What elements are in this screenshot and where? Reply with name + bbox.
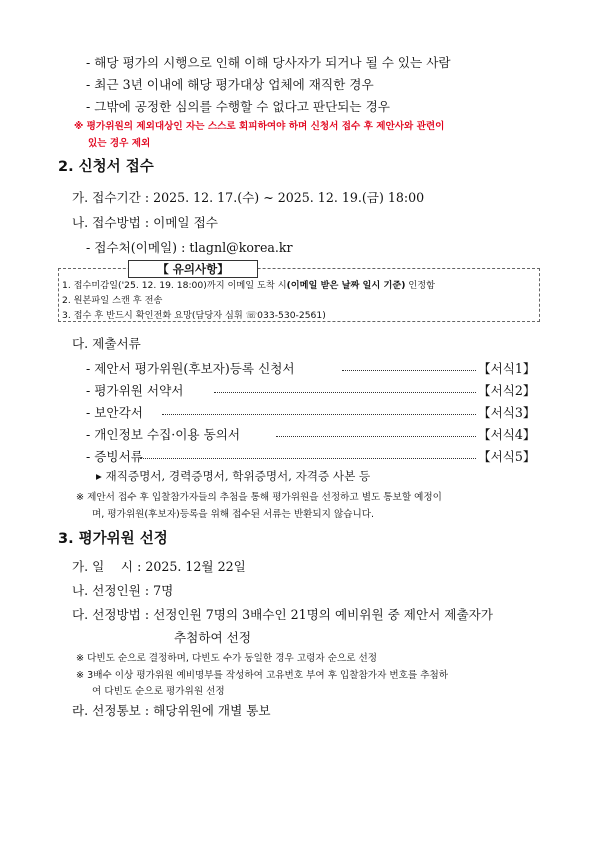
notice-line-2: 2. 원본파일 스캔 후 전송 <box>62 295 163 306</box>
doc-item-label: - 보안각서 <box>86 405 143 420</box>
doc-leader <box>214 392 476 393</box>
docs-note: ※ 제안서 접수 후 입찰참가자들의 추첨을 통해 평가위원을 선정하고 별도 통보할 예정이 <box>76 492 442 503</box>
docs-sub-list: ▸ 재직증명서, 경력증명서, 학위증명서, 자격증 사본 등 <box>96 469 371 483</box>
selection-date: 가. 일 시 : 2025. 12월 22일 <box>72 559 246 574</box>
selection-notify: 라. 선정통보 : 해당위원에 개별 통보 <box>72 703 271 718</box>
notice-line-3: 3. 접수 후 반드시 확인전화 요망(담당자 심휘 ☏033-530-2561) <box>62 310 326 321</box>
doc-leader <box>276 436 476 437</box>
selection-count: 나. 선정인원 : 7명 <box>72 583 174 598</box>
doc-item-label: - 개인정보 수집·이용 동의서 <box>86 427 241 442</box>
exclusion-item-1: - 해당 평가의 시행으로 인해 이해 당사자가 되거나 될 수 있는 사람 <box>86 55 451 70</box>
doc-form-label: 【서식4】 <box>478 427 536 442</box>
doc-item-label: - 증빙서류 <box>86 449 143 464</box>
selection-note-2: ※ 3배수 이상 평가위원 예비명부를 작성하여 고유번호 부여 후 입찰참가자 번호를 추첨하 <box>76 670 449 681</box>
doc-form-label: 【서식3】 <box>478 405 536 420</box>
doc-form-label: 【서식2】 <box>478 383 536 398</box>
exclusion-item-3: - 그밖에 공정한 심의를 수행할 수 없다고 판단되는 경우 <box>86 99 390 114</box>
section-3-heading: 3. 평가위원 선정 <box>58 531 168 547</box>
section-2-heading: 2. 신청서 접수 <box>58 159 154 175</box>
selection-method: 다. 선정방법 : 선정인원 7명의 3배수인 21명의 예비위원 중 제안서 제출자가 <box>72 607 493 622</box>
docs-heading: 다. 제출서류 <box>72 336 141 351</box>
selection-note-1: ※ 다빈도 순으로 결정하며, 다빈도 수가 동일한 경우 고령자 순으로 선정 <box>76 653 378 664</box>
notice-title: 【 유의사항】 <box>128 260 258 278</box>
notice-line-1: 1. 접수미감일('25. 12. 19. 18:00)까지 이메일 도착 시(이메일 받은 날짜 일시 기준) 인정함 <box>62 280 435 291</box>
doc-leader <box>342 370 476 371</box>
exclusion-warning-cont: 있는 경우 제외 <box>88 138 151 149</box>
doc-form-label: 【서식1】 <box>478 361 536 376</box>
selection-note-2-cont: 여 다빈도 순으로 평가위원 선정 <box>92 686 225 697</box>
docs-note-cont: 며, 평가위원(후보자)등록을 위해 접수된 서류는 반환되지 않습니다. <box>92 509 375 520</box>
doc-leader <box>140 458 476 459</box>
doc-leader <box>162 414 476 415</box>
exclusion-warning: ※ 평가위원의 제외대상인 자는 스스로 회피하여야 하며 신청서 접수 후 제안사와 관련이 <box>74 121 445 132</box>
application-email: - 접수처(이메일) : tlagnl@korea.kr <box>86 240 293 255</box>
doc-item-label: - 제안서 평가위원(후보자)등록 신청서 <box>86 361 295 376</box>
doc-item-label: - 평가위원 서약서 <box>86 383 184 398</box>
application-period: 가. 접수기간 : 2025. 12. 17.(수) ~ 2025. 12. 19.(금) 18:00 <box>72 190 425 205</box>
application-method: 나. 접수방법 : 이메일 접수 <box>72 215 218 230</box>
doc-form-label: 【서식5】 <box>478 449 536 464</box>
exclusion-item-2: - 최근 3년 이내에 해당 평가대상 업체에 재직한 경우 <box>86 77 374 92</box>
selection-method-cont: 추첨하여 선정 <box>174 630 251 645</box>
